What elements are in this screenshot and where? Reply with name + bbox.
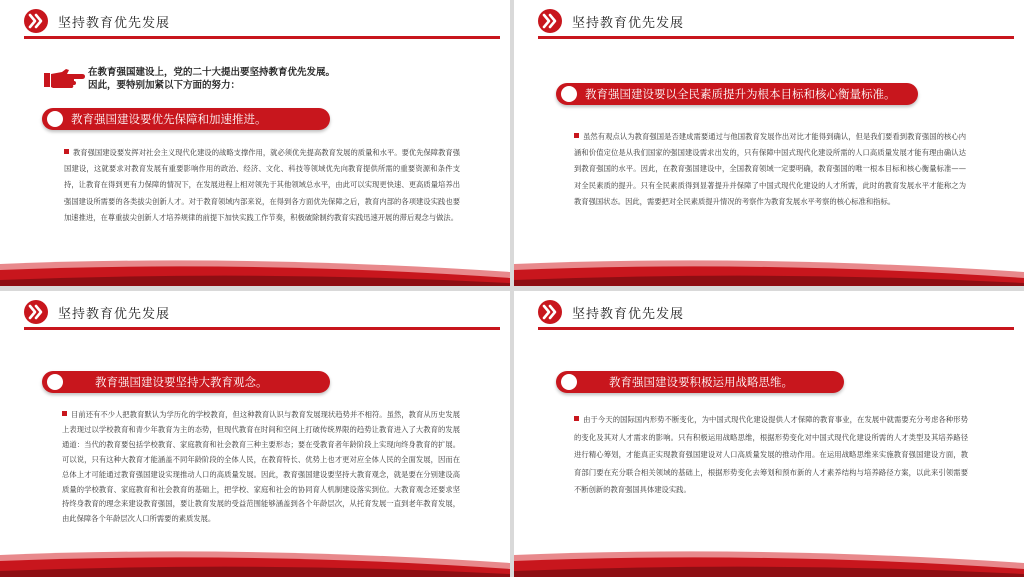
slide-header (24, 300, 170, 324)
header-title: 坚持教育优先发展 (572, 15, 685, 31)
header-divider (24, 327, 500, 330)
double-chevron-right-icon (538, 9, 562, 33)
body-paragraph (574, 129, 966, 210)
body-paragraph (62, 408, 460, 527)
paragraph-text: 虽然有观点认为教育强国是否建成需要通过与他国教育发展作出对比才能得到确认，但是我们要看到教育强国的核心内涵和价值定位是从我们国家的强国建设需求出发的，只有保障中国式现代化建设所需的人口高质量发展才能有理由确认达到教育强国的水平。因此，在教育强国建设中，全国教育领域一定要明确，教育强国的唯一根本目标和核心衡量标准——对全民素质的提升。只有全民素质得到显著提升并保障了中国式现代化建设的人才所需，此时的教育发展水平才能称之为教育强国状态。因此，需要把对全民素质提升情况的考察作为教育发展水平考察的核心标准和指标。 (574, 132, 966, 206)
pill-dot (561, 86, 577, 102)
slide-4[interactable] (514, 291, 1024, 577)
pointing-hand-icon (44, 68, 86, 90)
bullet-square (574, 416, 579, 421)
pill-dot (561, 374, 577, 390)
bottom-wave-decoration (0, 547, 510, 577)
pill-text: 教育强国建设要坚持大教育观念。 (95, 375, 268, 389)
double-chevron-right-icon (24, 300, 48, 324)
bottom-wave-decoration (514, 256, 1024, 286)
header-title: 坚持教育优先发展 (58, 15, 171, 31)
intro-block (44, 66, 418, 92)
bullet-square (62, 411, 67, 416)
section-pill (556, 83, 918, 105)
slide-2[interactable] (514, 0, 1024, 286)
pill-dot (47, 374, 63, 390)
paragraph-text: 目前还有不少人把教育默认为学历化的学校教育，但这种教育认识与教育发展现状趋势并不相符。虽然，教育从历史发展上表现过以学校教育和青少年教育为主的态势，但现代教育在时间和空间上打破传统界限的趋势让教育进入了大教育的发展通道：当代的教育要包括学校教育、家庭教育和社会教育三种主要形态；要在受教育者年龄阶段上实现向终身教育的扩展。可以说，只有这种大教育才能涵盖不同年龄阶段的全体人民，在教育特长、优势上也才更对应全体人民的全面发展，因而在总体上才可能通过教育强国建设实现推动人口的高质量发展。因此，教育强国建设要坚持大教育观念，就是要在分别建设高质量的学校教育、家庭教育和社会教育的基础上，把学校、家庭和社会的协同育人机制建设落实到位。大教育观念还要求坚持终身教育的理念来建设教育强国，要让教育发展的受益范围能够涵盖到各个年龄层次，从托育发展一直到老年教育发展，由此保障各个年龄层次人口所需要的素质发展。 (62, 410, 460, 524)
paragraph-text: 由于今天的国际国内形势不断变化，为中国式现代化建设提供人才保障的教育事业，在发展中就需要充分考虑各种形势的变化及其对人才需求的影响。只有积极运用战略思维，根据形势变化对中国式现代化建设所需的人才类型及其培养路径进行精心筹划，才能真正实现教育强国建设对人口高质量发展的推动作用。在运用战略思维来实施教育强国建设方面，教育部门要在充分联合相关领域的基础上，根据形势变化去筹划和预布新的人才素养结构与培养路径方案，以此来引领需要不断创新的教育强国具体建设实践。 (574, 415, 968, 494)
double-chevron-right-icon (24, 9, 48, 33)
slide-header (538, 300, 684, 324)
header-title: 坚持教育优先发展 (58, 306, 171, 322)
bottom-wave-decoration (514, 547, 1024, 577)
pill-dot (47, 111, 63, 127)
section-pill (42, 108, 330, 130)
bullet-square (64, 149, 69, 154)
intro-line-2: 因此，要特别加紧以下方面的努力： (88, 80, 241, 91)
bottom-wave-decoration (0, 256, 510, 286)
section-pill (42, 371, 330, 393)
body-paragraph (64, 145, 460, 226)
section-pill (556, 371, 844, 393)
slide-header (538, 9, 684, 33)
slide-3[interactable] (0, 291, 510, 577)
pill-text: 教育强国建设要优先保障和加速推进。 (71, 112, 267, 126)
double-chevron-right-icon (538, 300, 562, 324)
bullet-square (574, 133, 579, 138)
pill-text: 教育强国建设要积极运用战略思维。 (609, 375, 793, 389)
body-paragraph (574, 411, 968, 499)
pill-text: 教育强国建设要以全民素质提升为根本目标和核心衡量标准。 (585, 87, 896, 101)
header-divider (538, 327, 1014, 330)
header-divider (538, 36, 1014, 39)
intro-line-1: 在教育强国建设上，党的二十大提出要坚持教育优先发展。 (88, 67, 336, 78)
slide-header (24, 9, 170, 33)
header-title: 坚持教育优先发展 (572, 306, 685, 322)
slide-1[interactable] (0, 0, 510, 286)
header-divider (24, 36, 500, 39)
paragraph-text: 教育强国建设要发挥对社会主义现代化建设的战略支撑作用，就必须优先提高教育发展的质量和水平。要优先保障教育强国建设，这就要求对教育发展有重要影响作用的政治、经济、文化、科技等领域优先向教育提供所需的重要资源和条件支持，让教育在得到更有力保障的情况下，在发展进程上相对领先于其他领域总水平，由此可以实现更快速、更高质量培养出强国建设所需要的各类拔尖创新人才。对于教育领域内部来说，在得到各方面优先保障之后，教育内部的各项建设实践也要加速推进，在尊重拔尖创新人才培养规律的前提下加快实践工作节奏，积极破除制约教育实践迅速开展的滞后观念与做法。 (64, 148, 460, 222)
